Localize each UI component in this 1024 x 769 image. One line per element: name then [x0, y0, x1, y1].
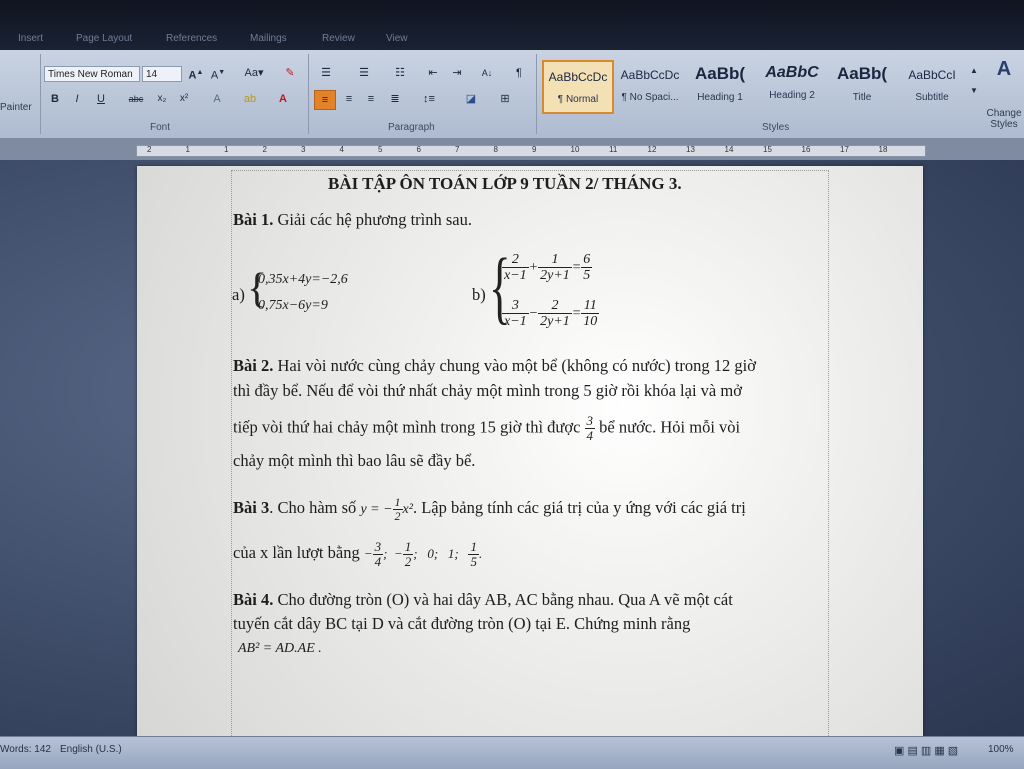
shading-icon[interactable]: ◪: [465, 93, 477, 105]
ruler-number: 3: [301, 145, 306, 154]
ruler-number: 5: [378, 145, 383, 154]
bai2-line3: tiếp vòi thứ hai chảy một mình trong 15 giờ thì được $\frac{3}{4}$ bể nước. Hỏi mỗi vòi: [233, 413, 741, 444]
justify-icon[interactable]: ≣: [390, 93, 400, 105]
tab-mailings[interactable]: Mailings: [250, 33, 287, 44]
format-painter-button[interactable]: Painter: [0, 102, 32, 113]
ruler-number: 1: [224, 145, 229, 154]
page-title: BÀI TẬP ÔN TOÁN LỚP 9 TUẦN 2/ THÁNG 3.: [328, 174, 682, 193]
brace-a: {: [247, 266, 268, 312]
bai1-b-label: b): [472, 285, 486, 304]
style-title[interactable]: AaBb( Title: [836, 64, 888, 103]
bai2-line4: chảy một mình thì bao lâu sẽ đầy bể.: [233, 451, 476, 470]
ruler-number: 2: [147, 145, 152, 154]
divider: [308, 54, 309, 134]
font-group-label: Font: [150, 122, 171, 133]
increase-indent-icon[interactable]: ⇥: [452, 67, 462, 79]
align-left-icon[interactable]: ≡: [314, 90, 336, 110]
status-bar: [0, 736, 1024, 769]
subscript-icon[interactable]: x₂: [157, 93, 167, 104]
bai1-a-label: a): [232, 285, 245, 304]
ruler-number: 6: [416, 145, 421, 154]
bai3-line2: của x lần lượt bằng − $\frac{3}{4}$ ; − $\frac{1}{2}$ ; 0; 1; $\frac{1}{5}$ .: [233, 539, 483, 570]
multilevel-list-icon[interactable]: ☷: [395, 67, 405, 79]
tab-view[interactable]: View: [386, 33, 408, 44]
highlight-icon[interactable]: ab: [243, 93, 257, 105]
bai2-line1: Bài 2. Hai vòi nước cùng chảy chung vào một bể (không có nước) trong 12 giờ: [233, 356, 756, 375]
bai2-line2: thì đầy bể. Nếu để vòi thứ nhất chảy một mình trong 5 giờ rồi khóa lại và mở: [233, 381, 742, 400]
bullets-icon[interactable]: ☰: [321, 67, 331, 79]
change-styles-icon[interactable]: A: [996, 58, 1012, 80]
ruler-number: 17: [840, 145, 849, 154]
ruler-number: 9: [532, 145, 537, 154]
ruler-number: 15: [763, 145, 772, 154]
clear-formatting-icon[interactable]: ✎: [285, 67, 295, 79]
grow-font-icon[interactable]: A▲: [188, 69, 204, 82]
change-styles-button[interactable]: Change Styles: [986, 108, 1022, 130]
horizontal-ruler[interactable]: [136, 145, 926, 157]
style-no-spacing[interactable]: AaBbCcDc ¶ No Spaci...: [620, 68, 680, 103]
ruler-number: 1: [185, 145, 190, 154]
font-color-icon[interactable]: A: [279, 93, 287, 105]
divider: [536, 54, 537, 134]
ruler-number: 18: [878, 145, 888, 154]
ribbon-tabs: [0, 0, 1024, 50]
language-indicator[interactable]: English (U.S.): [60, 744, 122, 755]
bai4-line1: Bài 4. Cho đường tròn (O) và hai dây AB, AC bằng nhau. Qua A vẽ một cát: [233, 590, 733, 609]
align-center-icon[interactable]: ≡: [345, 93, 353, 105]
style-normal[interactable]: AaBbCcDc ¶ Normal: [542, 60, 614, 114]
tab-review[interactable]: Review: [322, 33, 355, 44]
sort-icon[interactable]: A↓: [481, 68, 493, 78]
divider: [40, 54, 41, 134]
bai1-a-eq1: 0,35x+4y=−2,6: [258, 272, 348, 287]
tab-insert[interactable]: Insert: [18, 33, 44, 44]
word-count[interactable]: Words: 142: [0, 744, 51, 755]
decrease-indent-icon[interactable]: ⇤: [428, 67, 438, 79]
tab-references[interactable]: References: [166, 33, 218, 44]
tab-page-layout[interactable]: Page Layout: [76, 33, 133, 44]
ruler-number: 4: [339, 145, 344, 154]
bai1-b-eq1: $\frac{2}{x-1}$ + $\frac{1}{2y+1}$ = $\frac{6}{5}$: [504, 252, 591, 284]
show-marks-icon[interactable]: ¶: [516, 67, 522, 79]
line-spacing-icon[interactable]: ↕≡: [423, 93, 435, 105]
style-heading-1[interactable]: AaBb( Heading 1: [694, 64, 746, 103]
bai4-equation: AB² = AD.AE .: [238, 641, 322, 656]
ruler-number: 11: [609, 145, 618, 154]
zoom-level[interactable]: 100%: [988, 744, 1014, 755]
align-right-icon[interactable]: ≡: [367, 93, 375, 105]
superscript-icon[interactable]: x²: [179, 93, 189, 104]
ribbon: [0, 50, 1024, 139]
ruler-number: 16: [801, 145, 811, 154]
ruler-number: 13: [686, 145, 695, 154]
bai1-a-eq2: 0,75x−6y=9: [258, 298, 328, 313]
font-name-combo[interactable]: Times New Roman: [44, 66, 140, 82]
bold-icon[interactable]: B: [51, 93, 59, 105]
style-subtitle[interactable]: AaBbCcI Subtitle: [908, 68, 956, 103]
styles-group-label: Styles: [762, 122, 790, 133]
ruler-number: 10: [570, 145, 580, 154]
view-buttons-icon[interactable]: ▣ ▤ ▥ ▦ ▧: [894, 745, 959, 757]
styles-scroll-down-icon[interactable]: ▼: [970, 86, 978, 95]
bai1-b-eq2: $\frac{3}{x-1}$ − $\frac{2}{2y+1}$ = $\frac{11}{10}$: [504, 298, 598, 330]
ruler-number: 14: [724, 145, 734, 154]
style-heading-2[interactable]: AaBbC Heading 2: [765, 64, 819, 101]
paragraph-group-label: Paragraph: [388, 122, 435, 133]
bai1-heading: Bài 1. Giải các hệ phương trình sau.: [233, 210, 472, 229]
brace-b: {: [489, 241, 511, 332]
numbering-icon[interactable]: ☰: [359, 67, 369, 79]
strikethrough-icon[interactable]: abc: [128, 94, 144, 104]
italic-icon[interactable]: I: [75, 93, 79, 105]
bai4-line2: tuyến cắt dây BC tại D và cắt đường tròn (O) tại E. Chứng minh rằng: [233, 614, 691, 633]
ruler-number: 2: [262, 145, 267, 154]
shrink-font-icon[interactable]: A▼: [210, 69, 226, 82]
styles-scroll-up-icon[interactable]: ▲: [970, 66, 978, 75]
font-size-combo[interactable]: 14: [142, 66, 182, 82]
change-case-icon[interactable]: Aa▾: [244, 67, 264, 79]
ruler-number: 12: [647, 145, 657, 154]
ruler-number: 8: [493, 145, 498, 154]
text-effects-icon[interactable]: A: [213, 93, 221, 105]
borders-icon[interactable]: ⊞: [500, 93, 510, 105]
underline-icon[interactable]: U: [97, 93, 105, 105]
bai3-line1: Bài 3. Cho hàm số y = − $\frac{1}{2}$ x². Lập bảng tính các giá trị của y ứng với các giá trị: [233, 495, 746, 524]
ruler-number: 7: [455, 145, 460, 154]
